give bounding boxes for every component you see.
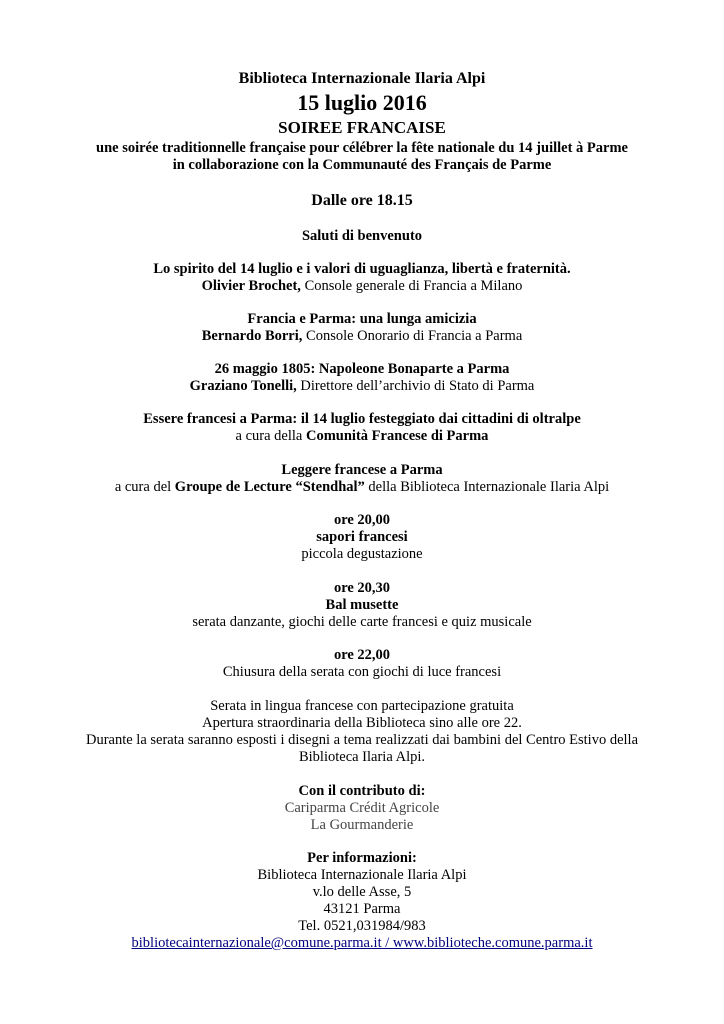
speaker-name: Groupe de Lecture “Stendhal” (174, 479, 365, 495)
program-item-title: Essere francesi a Parma: il 14 luglio festeggiato dai cittadini di oltralpe (143, 411, 581, 427)
info-line: Biblioteca Internazionale Ilaria Alpi (257, 867, 467, 883)
evening-name: sapori francesi (316, 529, 408, 545)
program-item-speaker-line (0, 277, 724, 295)
speaker-role: Console generale di Francia a Milano (300, 278, 523, 294)
evening-time: ore 22,00 (333, 647, 391, 663)
info-line: v.lo delle Asse, 5 (312, 884, 412, 900)
program-item-speaker-line (0, 327, 724, 345)
evening-desc: Chiusura della serata con giochi di luce francesi (222, 664, 502, 680)
program-item-speaker-line (0, 377, 724, 395)
evening-name: Bal musette (325, 597, 399, 613)
note-line: Serata in lingua francese con partecipazione gratuita (210, 698, 514, 714)
collaboration-line: in collaborazione con la Communauté des Français de Parme (172, 157, 552, 173)
evening-desc: serata danzante, giochi delle carte francesi e quiz musicale (192, 614, 532, 630)
note-line: Apertura straordinaria della Biblioteca sino alle ore 22. (202, 715, 522, 731)
speaker-name: Comunità Francese di Parma (306, 428, 489, 444)
program-item-title: Francia e Parma: una lunga amicizia (247, 311, 477, 327)
evening-desc: piccola degustazione (301, 546, 423, 562)
speaker-role: Direttore dell’archivio di Stato di Parma (296, 378, 535, 394)
welcome-line: Saluti di benvenuto (301, 228, 423, 244)
start-time: Dalle ore 18.15 (311, 192, 413, 209)
program-item-title: Leggere francese a Parma (281, 462, 443, 478)
speaker-name: Olivier Brochet, (201, 278, 301, 294)
speaker-role: Console Onorario di Francia a Parma (302, 328, 523, 344)
evening-time: ore 20,30 (333, 580, 391, 596)
email-link[interactable]: bibliotecainternazionale@comune.parma.it (131, 935, 382, 951)
program-item-title: 26 maggio 1805: Napoleone Bonaparte a Parma (214, 361, 510, 377)
sponsor-item: Cariparma Crédit Agricole (284, 800, 440, 816)
speaker-prefix: a cura del (114, 479, 175, 495)
program-item-title: Lo spirito del 14 luglio e i valori di uguaglianza, libertà e fraternità. (153, 261, 571, 277)
info-line: 43121 Parma (323, 901, 401, 917)
library-name: Biblioteca Internazionale Ilaria Alpi (238, 70, 486, 87)
note-line: Durante la serata saranno esposti i disegni a tema realizzati dai bambini del Centro Estivo della (85, 732, 639, 748)
sponsor-item: La Gourmanderie (310, 817, 414, 833)
sponsors-heading: Con il contributo di: (298, 783, 426, 799)
website-link[interactable]: www.biblioteche.comune.parma.it (392, 935, 593, 951)
speaker-role: della Biblioteca Internazionale Ilaria Alpi (364, 479, 610, 495)
speaker-prefix: a cura della (235, 428, 306, 444)
info-heading: Per informazioni: (307, 850, 417, 866)
program-item-speaker-line (0, 427, 724, 445)
event-subtitle: une soirée traditionnelle française pour célébrer la fête nationale du 14 juillet à Parme (96, 140, 628, 156)
speaker-name: Bernardo Borri, (201, 328, 303, 344)
link-separator: / (381, 935, 393, 951)
event-date: 15 luglio 2016 (297, 90, 427, 115)
event-title: SOIREE FRANCAISE (278, 118, 446, 137)
phone-line: Tel. 0521,031984/983 (298, 918, 426, 934)
speaker-name: Graziano Tonelli, (189, 378, 297, 394)
program-item-speaker-line (0, 478, 724, 496)
note-line: Biblioteca Ilaria Alpi. (298, 749, 426, 765)
evening-time: ore 20,00 (333, 512, 391, 528)
contact-links (0, 934, 724, 952)
